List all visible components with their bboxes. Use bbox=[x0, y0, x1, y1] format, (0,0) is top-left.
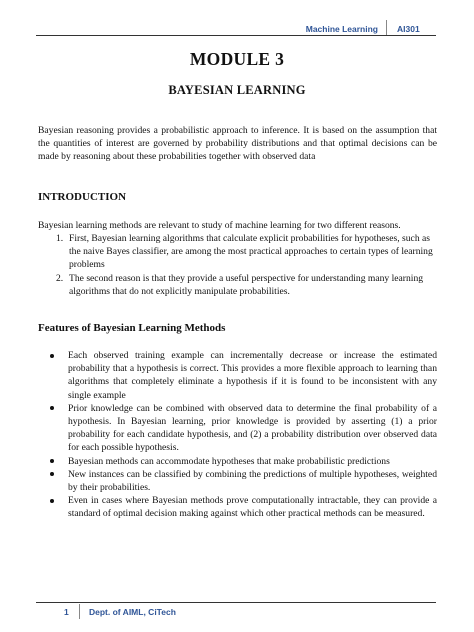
reasons-list bbox=[38, 232, 437, 298]
header-course-code: AI301 bbox=[397, 24, 420, 34]
list-item-text: Even in cases where Bayesian methods prove computationally intractable, they can provide a standard of optimal decision making against which other practical methods can be measured. bbox=[68, 495, 437, 520]
list-item-text: The second reason is that they provide a useful perspective for understanding many learning algorithms that do not explicitly manipulate probabilities. bbox=[69, 272, 424, 297]
page-subtitle: BAYESIAN LEARNING bbox=[168, 83, 306, 97]
header-separator bbox=[386, 20, 387, 36]
introduction-text: Bayesian learning methods are relevant to study of machine learning for two different reasons. bbox=[38, 220, 401, 231]
list-item-text: Prior knowledge can be combined with observed data to determine the final probability of a hypothesis. In Bayesian learning, prior knowledge is provided by asserting (1) a prior probability for each candidate hypothesis, and (2) a probability distribution over observed data for each possible hypothesis. bbox=[68, 402, 437, 454]
header-rule bbox=[36, 35, 436, 36]
list-item-number: 1. bbox=[56, 233, 64, 244]
footer-department: Dept. of AIML, CiTech bbox=[89, 607, 176, 617]
footer-rule bbox=[36, 602, 436, 603]
features-list bbox=[38, 349, 437, 521]
header-course-name: Machine Learning bbox=[305, 24, 378, 34]
bullet-icon bbox=[50, 499, 54, 503]
bullet-icon bbox=[50, 406, 54, 410]
bullet-icon bbox=[50, 459, 54, 463]
list-item bbox=[38, 232, 437, 272]
page-header bbox=[0, 20, 474, 36]
introduction-heading: INTRODUCTION bbox=[38, 191, 127, 203]
features-heading: Features of Bayesian Learning Methods bbox=[38, 322, 226, 334]
bullet-icon bbox=[50, 472, 54, 476]
list-item bbox=[38, 468, 437, 494]
list-item bbox=[38, 349, 437, 402]
list-item bbox=[38, 494, 437, 520]
list-item-text: First, Bayesian learning algorithms that calculate explicit probabilities for hypotheses, such as the naive Bayes classifier, are among the most practical approaches to certain types of learning problems bbox=[69, 233, 433, 271]
footer-page-number: 1 bbox=[64, 607, 69, 617]
intro-paragraph: Bayesian reasoning provides a probabilistic approach to inference. It is based on the assumption that the quantities of interest are governed by probability distributions and that optimal decisions can be made by reasoning about these probabilities together with observed data bbox=[38, 125, 437, 163]
list-item bbox=[38, 455, 437, 468]
list-item-text: Bayesian methods can accommodate hypotheses that make probabilistic predictions bbox=[68, 455, 390, 467]
list-item bbox=[38, 272, 437, 298]
footer-separator bbox=[79, 604, 80, 619]
list-item-text: New instances can be classified by combining the predictions of multiple hypotheses, weighted by their probabilities. bbox=[68, 468, 437, 494]
bullet-icon bbox=[50, 354, 54, 358]
list-item-number: 2. bbox=[56, 272, 64, 284]
list-item bbox=[38, 402, 437, 455]
page-title: MODULE 3 bbox=[189, 49, 285, 69]
list-item-text: Each observed training example can incrementally decrease or increase the estimated probability that a hypothesis is correct. This provides a more flexible approach to learning than algorithms that completely eliminate a hypothesis if it is found to be inconsistent with any single example bbox=[68, 350, 437, 401]
